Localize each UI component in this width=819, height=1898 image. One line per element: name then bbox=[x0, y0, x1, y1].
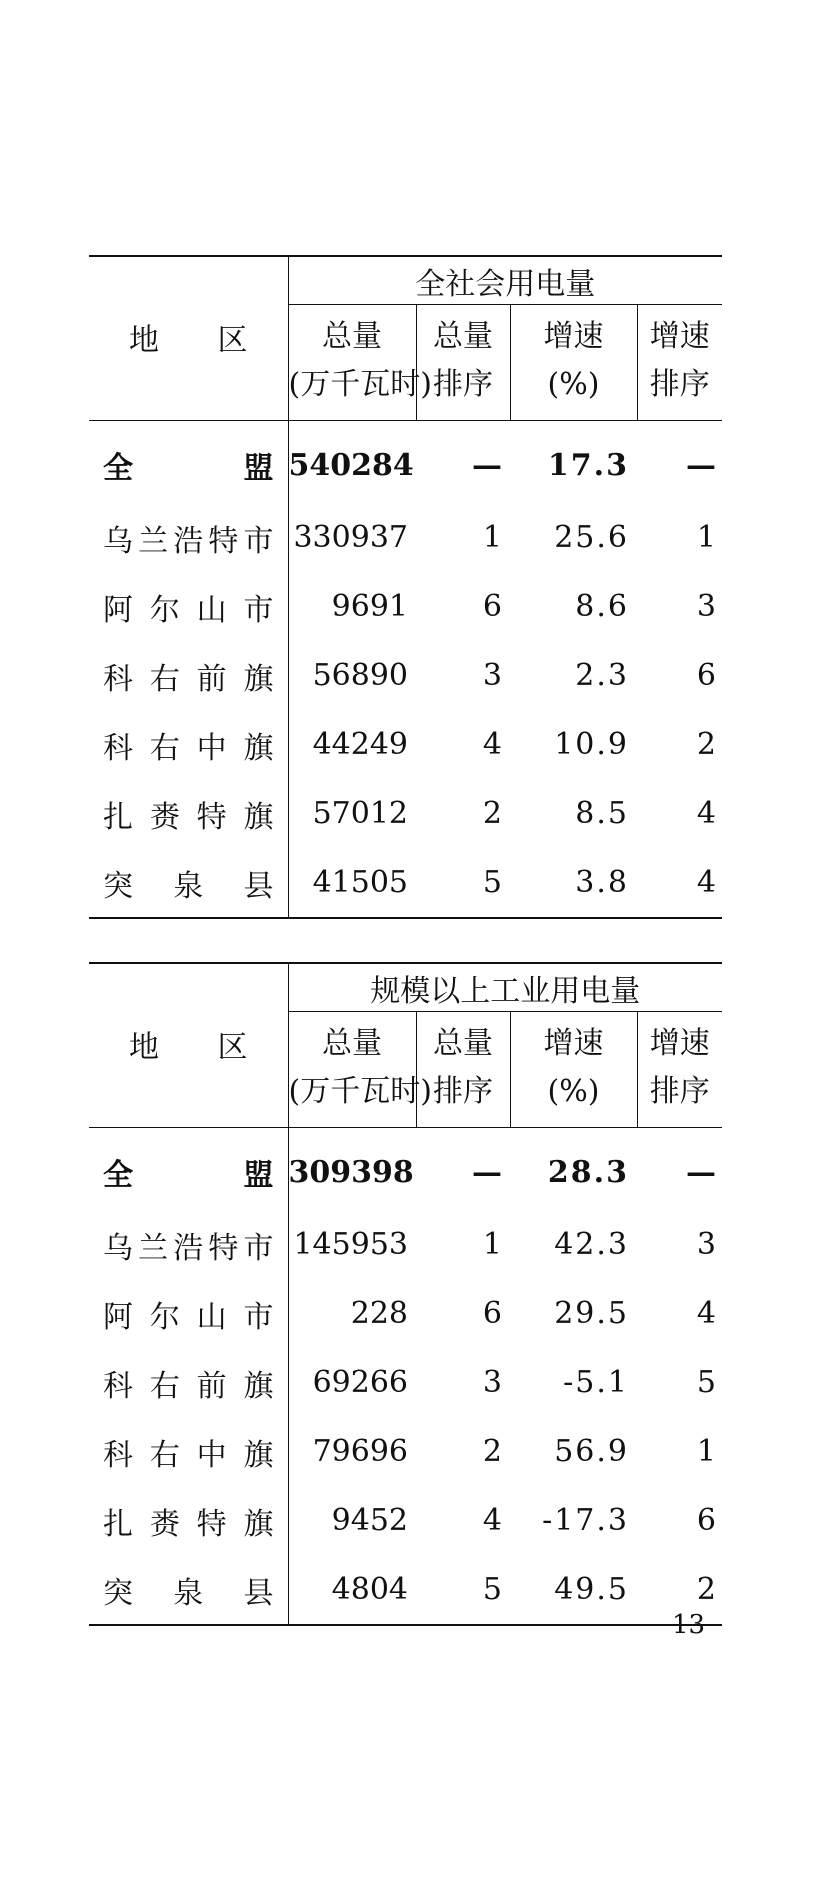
table-row bbox=[89, 1417, 722, 1486]
region-cell: 科 右 前 旗 bbox=[89, 641, 288, 710]
total-cell: 9452 bbox=[331, 1503, 408, 1538]
electricity-total-table bbox=[89, 255, 722, 919]
growth-rank-column-header: 增速 排序 bbox=[637, 1012, 722, 1128]
total-column-header: 总量 (万千瓦时) bbox=[288, 305, 416, 421]
total-cell: 330937 bbox=[293, 520, 408, 555]
growth-cell: 8.6 bbox=[575, 589, 629, 624]
table-body bbox=[89, 421, 722, 919]
region-cell: 全 盟 bbox=[89, 1128, 288, 1211]
total-rank-cell: 6 bbox=[482, 589, 502, 624]
total-rank-column-header: 总量 排序 bbox=[416, 1012, 510, 1128]
growth-rank-cell: 6 bbox=[696, 658, 716, 693]
growth-column-header: 增速 (%) bbox=[510, 1012, 637, 1128]
table-row bbox=[89, 641, 722, 710]
growth-cell: 8.5 bbox=[575, 796, 629, 831]
growth-rank-cell: 2 bbox=[696, 727, 716, 762]
total-cell: 41505 bbox=[288, 848, 416, 918]
growth-cell: 49.5 bbox=[510, 1555, 637, 1625]
total-rank-cell: 2 bbox=[482, 1434, 502, 1469]
page-number: 13 bbox=[672, 1610, 706, 1640]
table-row bbox=[89, 1128, 722, 1211]
table-group-title: 规模以上工业用电量 bbox=[288, 963, 722, 1012]
total-cell: 9691 bbox=[331, 589, 408, 624]
region-cell: 阿 尔 山 市 bbox=[89, 572, 288, 641]
region-cell: 突 泉 县 bbox=[89, 1555, 288, 1625]
table-row bbox=[89, 779, 722, 848]
region-cell: 扎 赉 特 旗 bbox=[89, 1486, 288, 1555]
total-rank-cell: 6 bbox=[482, 1296, 502, 1331]
total-rank-cell: 2 bbox=[482, 796, 502, 831]
table-row bbox=[89, 1555, 722, 1625]
region-cell: 乌 兰 浩 特 市 bbox=[89, 1210, 288, 1279]
region-cell: 乌 兰 浩 特 市 bbox=[89, 503, 288, 572]
growth-rank-cell: 3 bbox=[696, 589, 716, 624]
table-row bbox=[89, 848, 722, 918]
total-cell: 4804 bbox=[288, 1555, 416, 1625]
table-body bbox=[89, 1128, 722, 1626]
total-rank-cell: 3 bbox=[482, 658, 502, 693]
total-cell: 309398 bbox=[288, 1154, 414, 1190]
total-cell: 79696 bbox=[312, 1434, 408, 1469]
growth-cell: 56.9 bbox=[554, 1434, 629, 1469]
region-cell: 科 右 中 旗 bbox=[89, 1417, 288, 1486]
growth-cell: -5.1 bbox=[563, 1365, 629, 1400]
region-cell: 科 右 中 旗 bbox=[89, 710, 288, 779]
growth-rank-cell: 1 bbox=[696, 1434, 716, 1469]
growth-rank-cell: 1 bbox=[696, 520, 716, 555]
total-cell: 540284 bbox=[288, 447, 414, 483]
table-row bbox=[89, 503, 722, 572]
total-cell: 145953 bbox=[293, 1227, 408, 1262]
total-rank-cell: — bbox=[472, 447, 502, 483]
region-cell: 扎 赉 特 旗 bbox=[89, 779, 288, 848]
growth-cell: 3.8 bbox=[510, 848, 637, 918]
total-cell: 56890 bbox=[312, 658, 408, 693]
total-rank-cell: 3 bbox=[482, 1365, 502, 1400]
growth-rank-cell: 3 bbox=[696, 1227, 716, 1262]
growth-cell: 10.9 bbox=[554, 727, 629, 762]
total-rank-cell: 4 bbox=[482, 1503, 502, 1538]
total-cell: 44249 bbox=[312, 727, 408, 762]
growth-cell: 17.3 bbox=[547, 447, 629, 483]
table-row bbox=[89, 1210, 722, 1279]
total-rank-cell: 4 bbox=[482, 727, 502, 762]
growth-cell: -17.3 bbox=[542, 1503, 629, 1538]
growth-cell: 25.6 bbox=[554, 520, 629, 555]
region-cell: 阿 尔 山 市 bbox=[89, 1279, 288, 1348]
region-cell: 科 右 前 旗 bbox=[89, 1348, 288, 1417]
total-cell: 57012 bbox=[312, 796, 408, 831]
industrial-electricity-table bbox=[89, 962, 722, 1626]
growth-cell: 42.3 bbox=[554, 1227, 629, 1262]
total-cell: 69266 bbox=[312, 1365, 408, 1400]
growth-rank-cell: 5 bbox=[696, 1365, 716, 1400]
total-rank-cell: 5 bbox=[416, 848, 510, 918]
total-rank-column-header: 总量 排序 bbox=[416, 305, 510, 421]
region-cell: 突 泉 县 bbox=[89, 848, 288, 918]
table-row bbox=[89, 1279, 722, 1348]
table-row bbox=[89, 1348, 722, 1417]
region-column-header: 地 区 bbox=[89, 963, 288, 1128]
growth-rank-cell: — bbox=[686, 1154, 716, 1190]
table-row bbox=[89, 1486, 722, 1555]
growth-rank-column-header: 增速 排序 bbox=[637, 305, 722, 421]
growth-cell: 2.3 bbox=[575, 658, 629, 693]
total-column-header: 总量 (万千瓦时) bbox=[288, 1012, 416, 1128]
growth-cell: 29.5 bbox=[554, 1296, 629, 1331]
growth-rank-cell: — bbox=[686, 447, 716, 483]
total-rank-cell: 1 bbox=[482, 520, 502, 555]
growth-rank-cell: 4 bbox=[637, 848, 722, 918]
region-cell: 全 盟 bbox=[89, 421, 288, 504]
table-row bbox=[89, 710, 722, 779]
total-cell: 228 bbox=[350, 1296, 408, 1331]
table-row bbox=[89, 572, 722, 641]
growth-column-header: 增速 (%) bbox=[510, 305, 637, 421]
table-row bbox=[89, 421, 722, 504]
growth-rank-cell: 6 bbox=[696, 1503, 716, 1538]
total-rank-cell: 1 bbox=[482, 1227, 502, 1262]
growth-rank-cell: 4 bbox=[696, 796, 716, 831]
region-column-header: 地 区 bbox=[89, 256, 288, 421]
total-rank-cell: — bbox=[472, 1154, 502, 1190]
table-group-title: 全社会用电量 bbox=[288, 256, 722, 305]
total-rank-cell: 5 bbox=[416, 1555, 510, 1625]
growth-cell: 28.3 bbox=[547, 1154, 629, 1190]
growth-rank-cell: 2 bbox=[637, 1555, 722, 1625]
growth-rank-cell: 4 bbox=[696, 1296, 716, 1331]
